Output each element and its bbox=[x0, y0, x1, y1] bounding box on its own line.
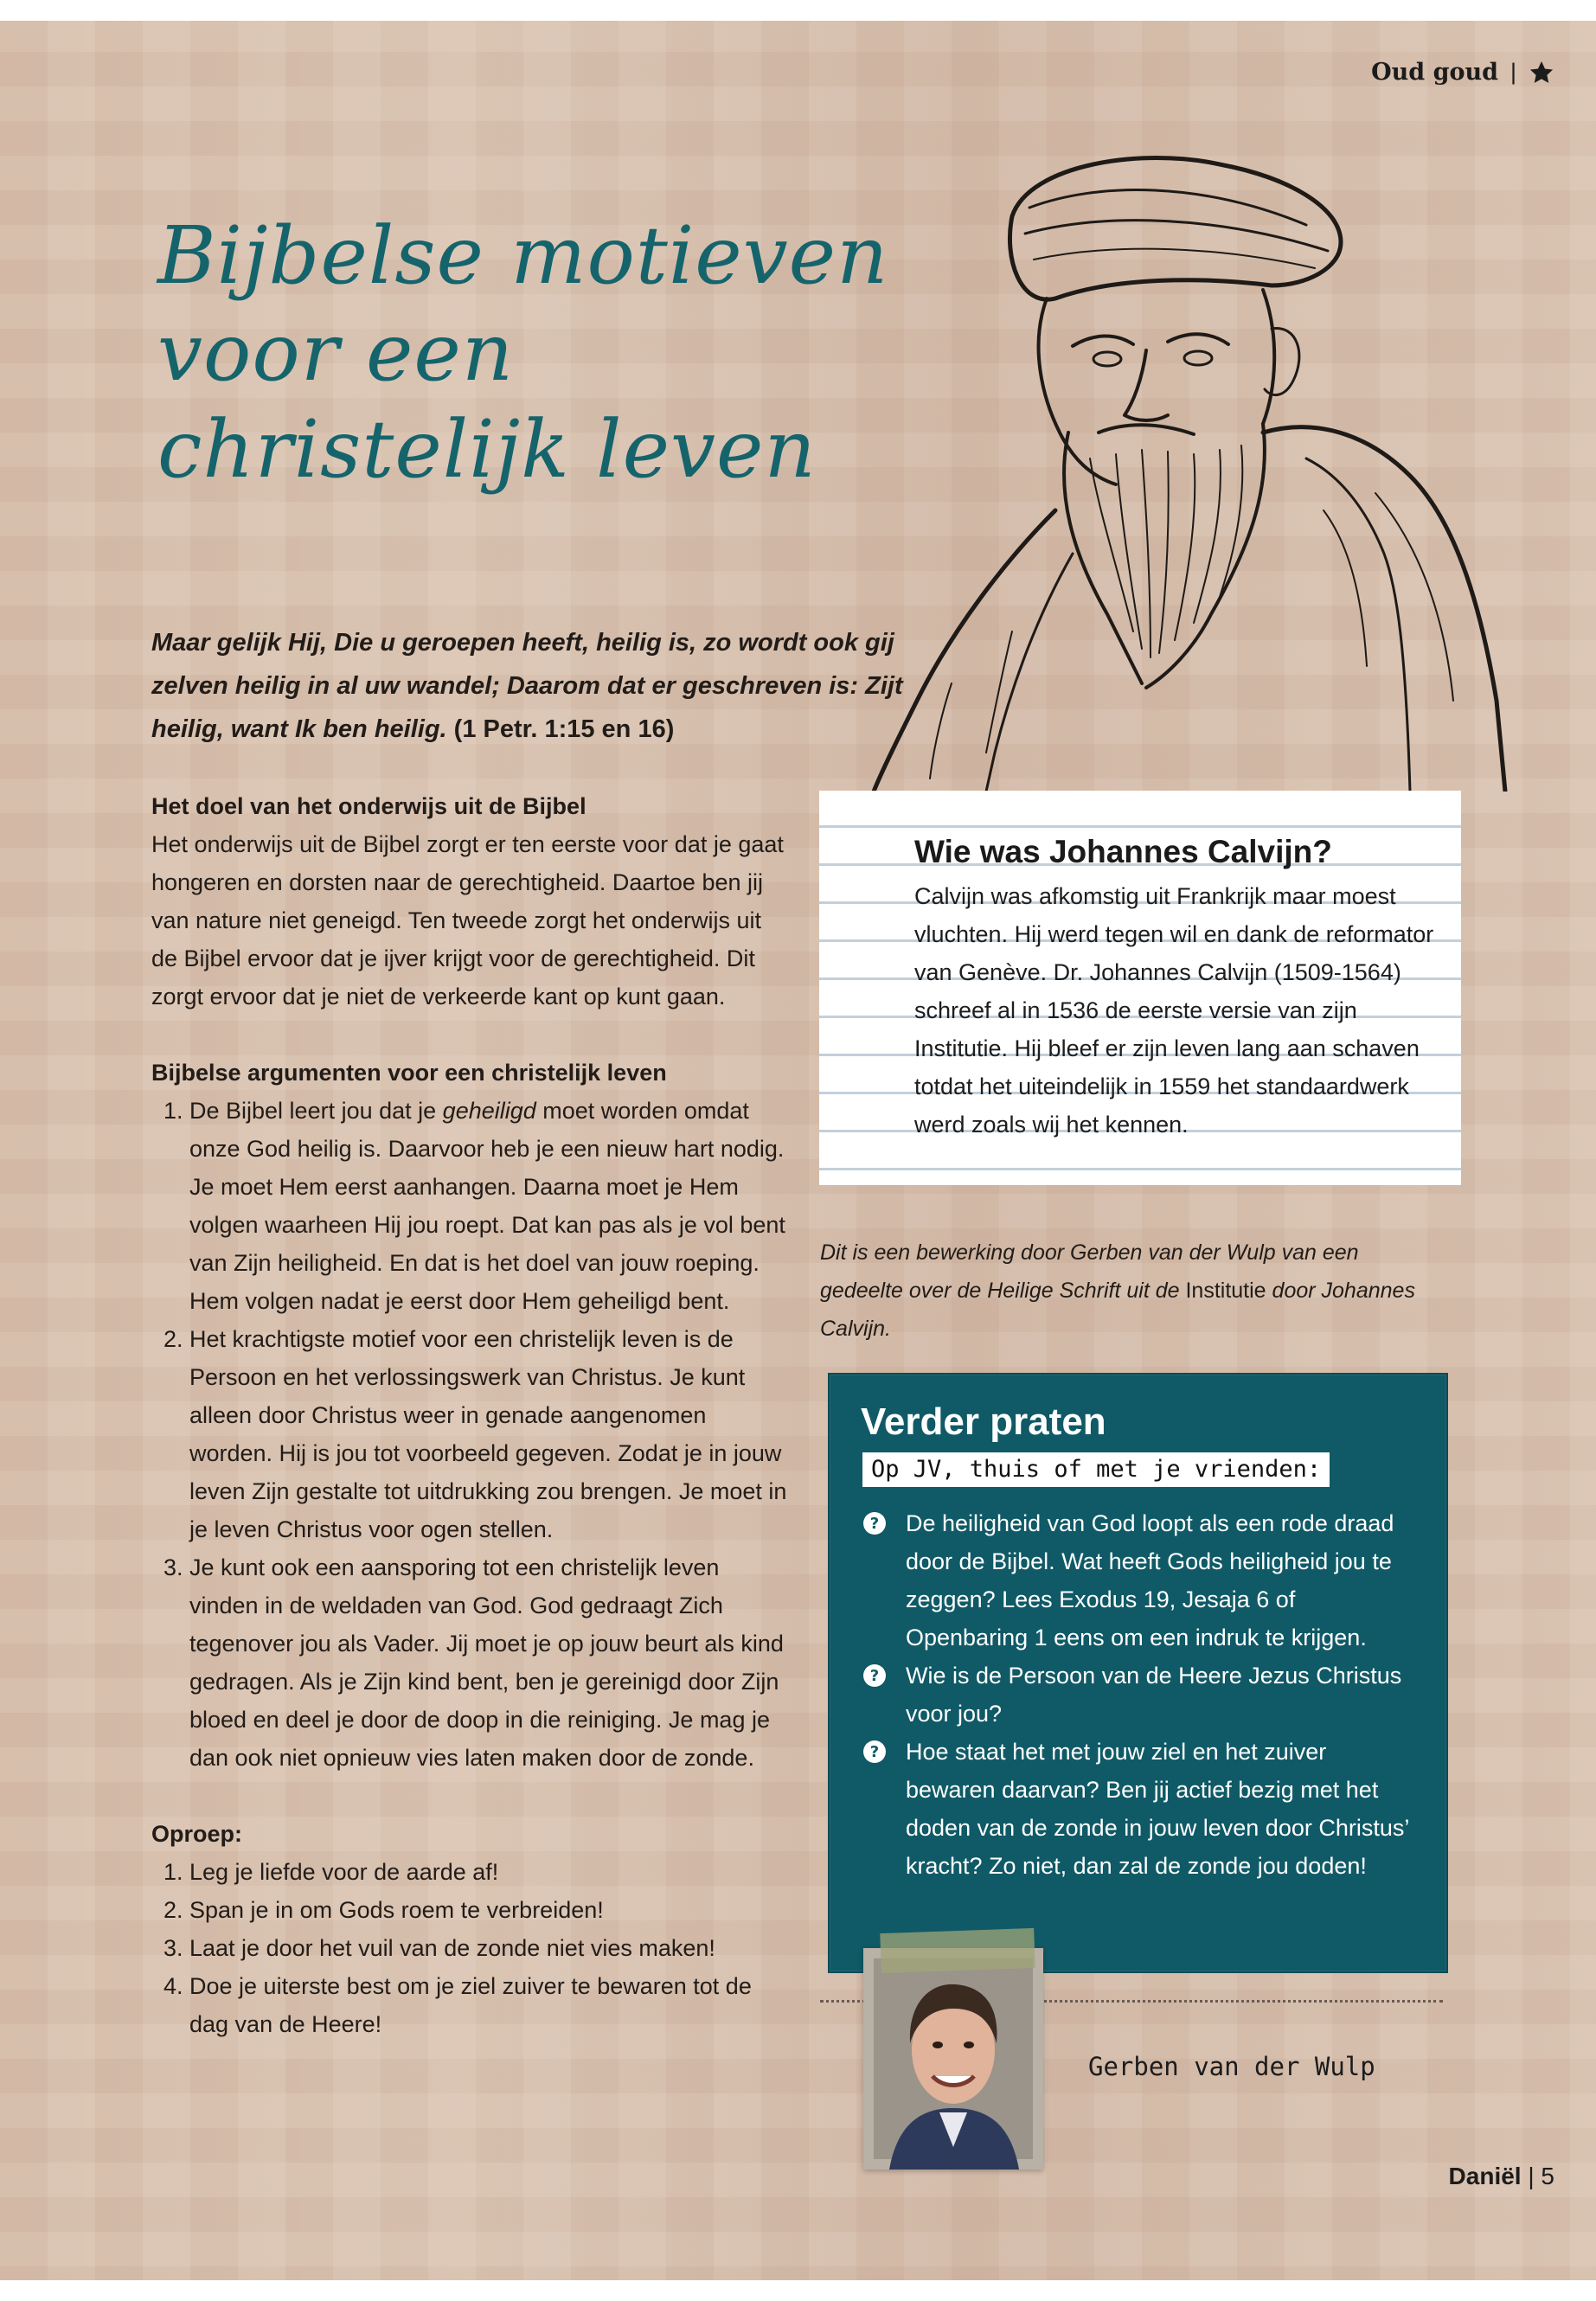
intro-quote-reference: (1 Petr. 1:15 en 16) bbox=[453, 715, 675, 743]
calvin-info-box bbox=[819, 791, 1461, 1185]
discussion-question: ? Hoe staat het met jouw ziel en het zuiver bewaren daarvan? Ben jij actief bezig met het doden van de zonde in jouw leven door Christus’ kracht? Zo niet, dan zal de zonde jou doden! bbox=[862, 1733, 1416, 1885]
title-line-2: voor een bbox=[157, 306, 515, 399]
call-item: 3. Laat je door het vuil van de zonde niet vies maken! bbox=[189, 1929, 787, 1967]
section-name: Oud goud bbox=[1371, 59, 1498, 86]
section-separator: | bbox=[1509, 59, 1516, 85]
title-line-1: Bijbelse motieven bbox=[157, 209, 889, 302]
author-photo bbox=[863, 1948, 1043, 2170]
adaptation-credit: Dit is een bewerking door Gerben van der Wulp van een gedeelte over de Heilige Schrift uit de Institutie door Johannes Calvijn. bbox=[820, 1240, 1415, 1341]
section-heading-doel: Het doel van het onderwijs uit de Bijbel bbox=[151, 793, 586, 819]
argument-item-1: 1. De Bijbel leert jou dat je geheiligd moet worden omdat onze God heilig is. Daarvoor heb je een nieuw hart nodig. Je moet Hem eerst aanhangen. Daarna moet je Hem volgen waarheen Hij jou roept. Dat kan pas als je vol bent van Zijn heiligheid. En dat is het doel van jouw roeping. Hem volgen nadat je eerst door Hem geheiligd bent. bbox=[189, 1092, 787, 1320]
star-icon bbox=[1529, 60, 1554, 86]
discussion-subtitle: Op JV, thuis of met je vrienden: bbox=[862, 1452, 1330, 1487]
discussion-question: ? Wie is de Persoon van de Heere Jezus Christus voor jou? bbox=[862, 1657, 1416, 1733]
photo-tape bbox=[880, 1928, 1035, 1973]
argument-emphasis: geheiligd bbox=[442, 1098, 536, 1124]
intro-quote-text: Maar gelijk Hij, Die u geroepen heeft, heilig is, zo wordt ook gij zelven heilig in al uw wandel; Daarom dat er geschreven is: Zijt heilig, want Ik ben heilig. bbox=[151, 629, 903, 743]
svg-text:?: ? bbox=[869, 1667, 880, 1685]
credit-book-title: Institutie bbox=[1185, 1279, 1266, 1303]
section-heading-oproep: Oproep: bbox=[151, 1821, 242, 1847]
calvin-portrait-illustration bbox=[856, 147, 1514, 792]
discussion-question: ? De heiligheid van God loopt als een rode draad door de Bijbel. Wat heeft Gods heiligheid jou te zeggen? Lees Exodus 19, Jesaja 6 of Openbaring 1 eens om een indruk te krijgen. bbox=[862, 1504, 1416, 1657]
page-footer bbox=[1449, 2163, 1554, 2190]
question-icon bbox=[862, 1740, 887, 1764]
magazine-name: Daniël bbox=[1448, 2163, 1522, 2189]
title-line-3: christelijk leven bbox=[157, 403, 817, 496]
discussion-title: Verder praten bbox=[861, 1400, 1106, 1443]
call-list bbox=[151, 1853, 787, 2043]
section-heading-argumenten: Bijbelse argumenten voor een christelijk leven bbox=[151, 1060, 667, 1086]
discussion-box bbox=[828, 1373, 1448, 1973]
info-box-title: Wie was Johannes Calvijn? bbox=[914, 834, 1332, 869]
discussion-questions bbox=[862, 1504, 1416, 1885]
call-item: 2. Span je in om Gods roem te verbreiden! bbox=[189, 1891, 787, 1929]
intro-quote bbox=[151, 621, 904, 751]
footer-separator: | bbox=[1528, 2163, 1535, 2189]
author-name: Gerben van der Wulp bbox=[1088, 2052, 1375, 2081]
page-number: 5 bbox=[1541, 2163, 1554, 2189]
argument-item-2: 2. Het krachtigste motief voor een christelijk leven is de Persoon en het verlossingswerk van Christus. Je kunt alleen door Christus weer in genade aangenomen worden. Hij is jou tot voorbeeld gegeven. Zodat je in jouw leven Zijn gestalte tot uitdrukking zou brengen. Je moet in je leven Christus voor ogen stellen. bbox=[189, 1320, 787, 1548]
question-icon bbox=[862, 1511, 887, 1535]
question-icon bbox=[862, 1663, 887, 1688]
argument-item-3: 3. Je kunt ook een aansporing tot een christelijk leven vinden in de weldaden van God. God gedraagt Zich tegenover jou als Vader. Jij moet je op jouw beurt als kind gedragen. Als je Zijn kind bent, ben je gereinigd door Zijn bloed en deel je door de doop in die reiniging. Je mag je dan ook niet opnieuw vies laten maken door de zonde. bbox=[189, 1548, 787, 1777]
section-label bbox=[1371, 59, 1554, 86]
article-title bbox=[157, 208, 936, 498]
argument-list bbox=[151, 1092, 787, 1777]
section-text-doel: Het onderwijs uit de Bijbel zorgt er ten eerste voor dat je gaat hongeren en dorsten naar de gerechtigheid. Daartoe ben jij van nature niet geneigd. Ten tweede zorgt het onderwijs uit de Bijbel ervoor dat je ijver krijgt voor de gerechtigheid. Dit zorgt ervoor dat je niet de verkeerde kant op kunt gaan. bbox=[151, 831, 784, 1009]
call-item: 4. Doe je uiterste best om je ziel zuiver te bewaren tot de dag van de Heere! bbox=[189, 1967, 787, 2043]
svg-text:?: ? bbox=[869, 1515, 880, 1533]
svg-text:?: ? bbox=[869, 1743, 880, 1761]
info-box-text: Calvijn was afkomstig uit Frankrijk maar moest vluchten. Hij werd tegen wil en dank de reformator van Genève. Dr. Johannes Calvijn (1509-1564) schreef al in 1536 de eerste versie van zijn Institutie. Hij bleef er zijn leven lang aan schaven totdat het uiteindelijk in 1559 het standaardwerk werd zoals wij het kennen. bbox=[914, 883, 1434, 1138]
article-body bbox=[151, 787, 787, 2043]
call-item: 1. Leg je liefde voor de aarde af! bbox=[189, 1853, 787, 1891]
